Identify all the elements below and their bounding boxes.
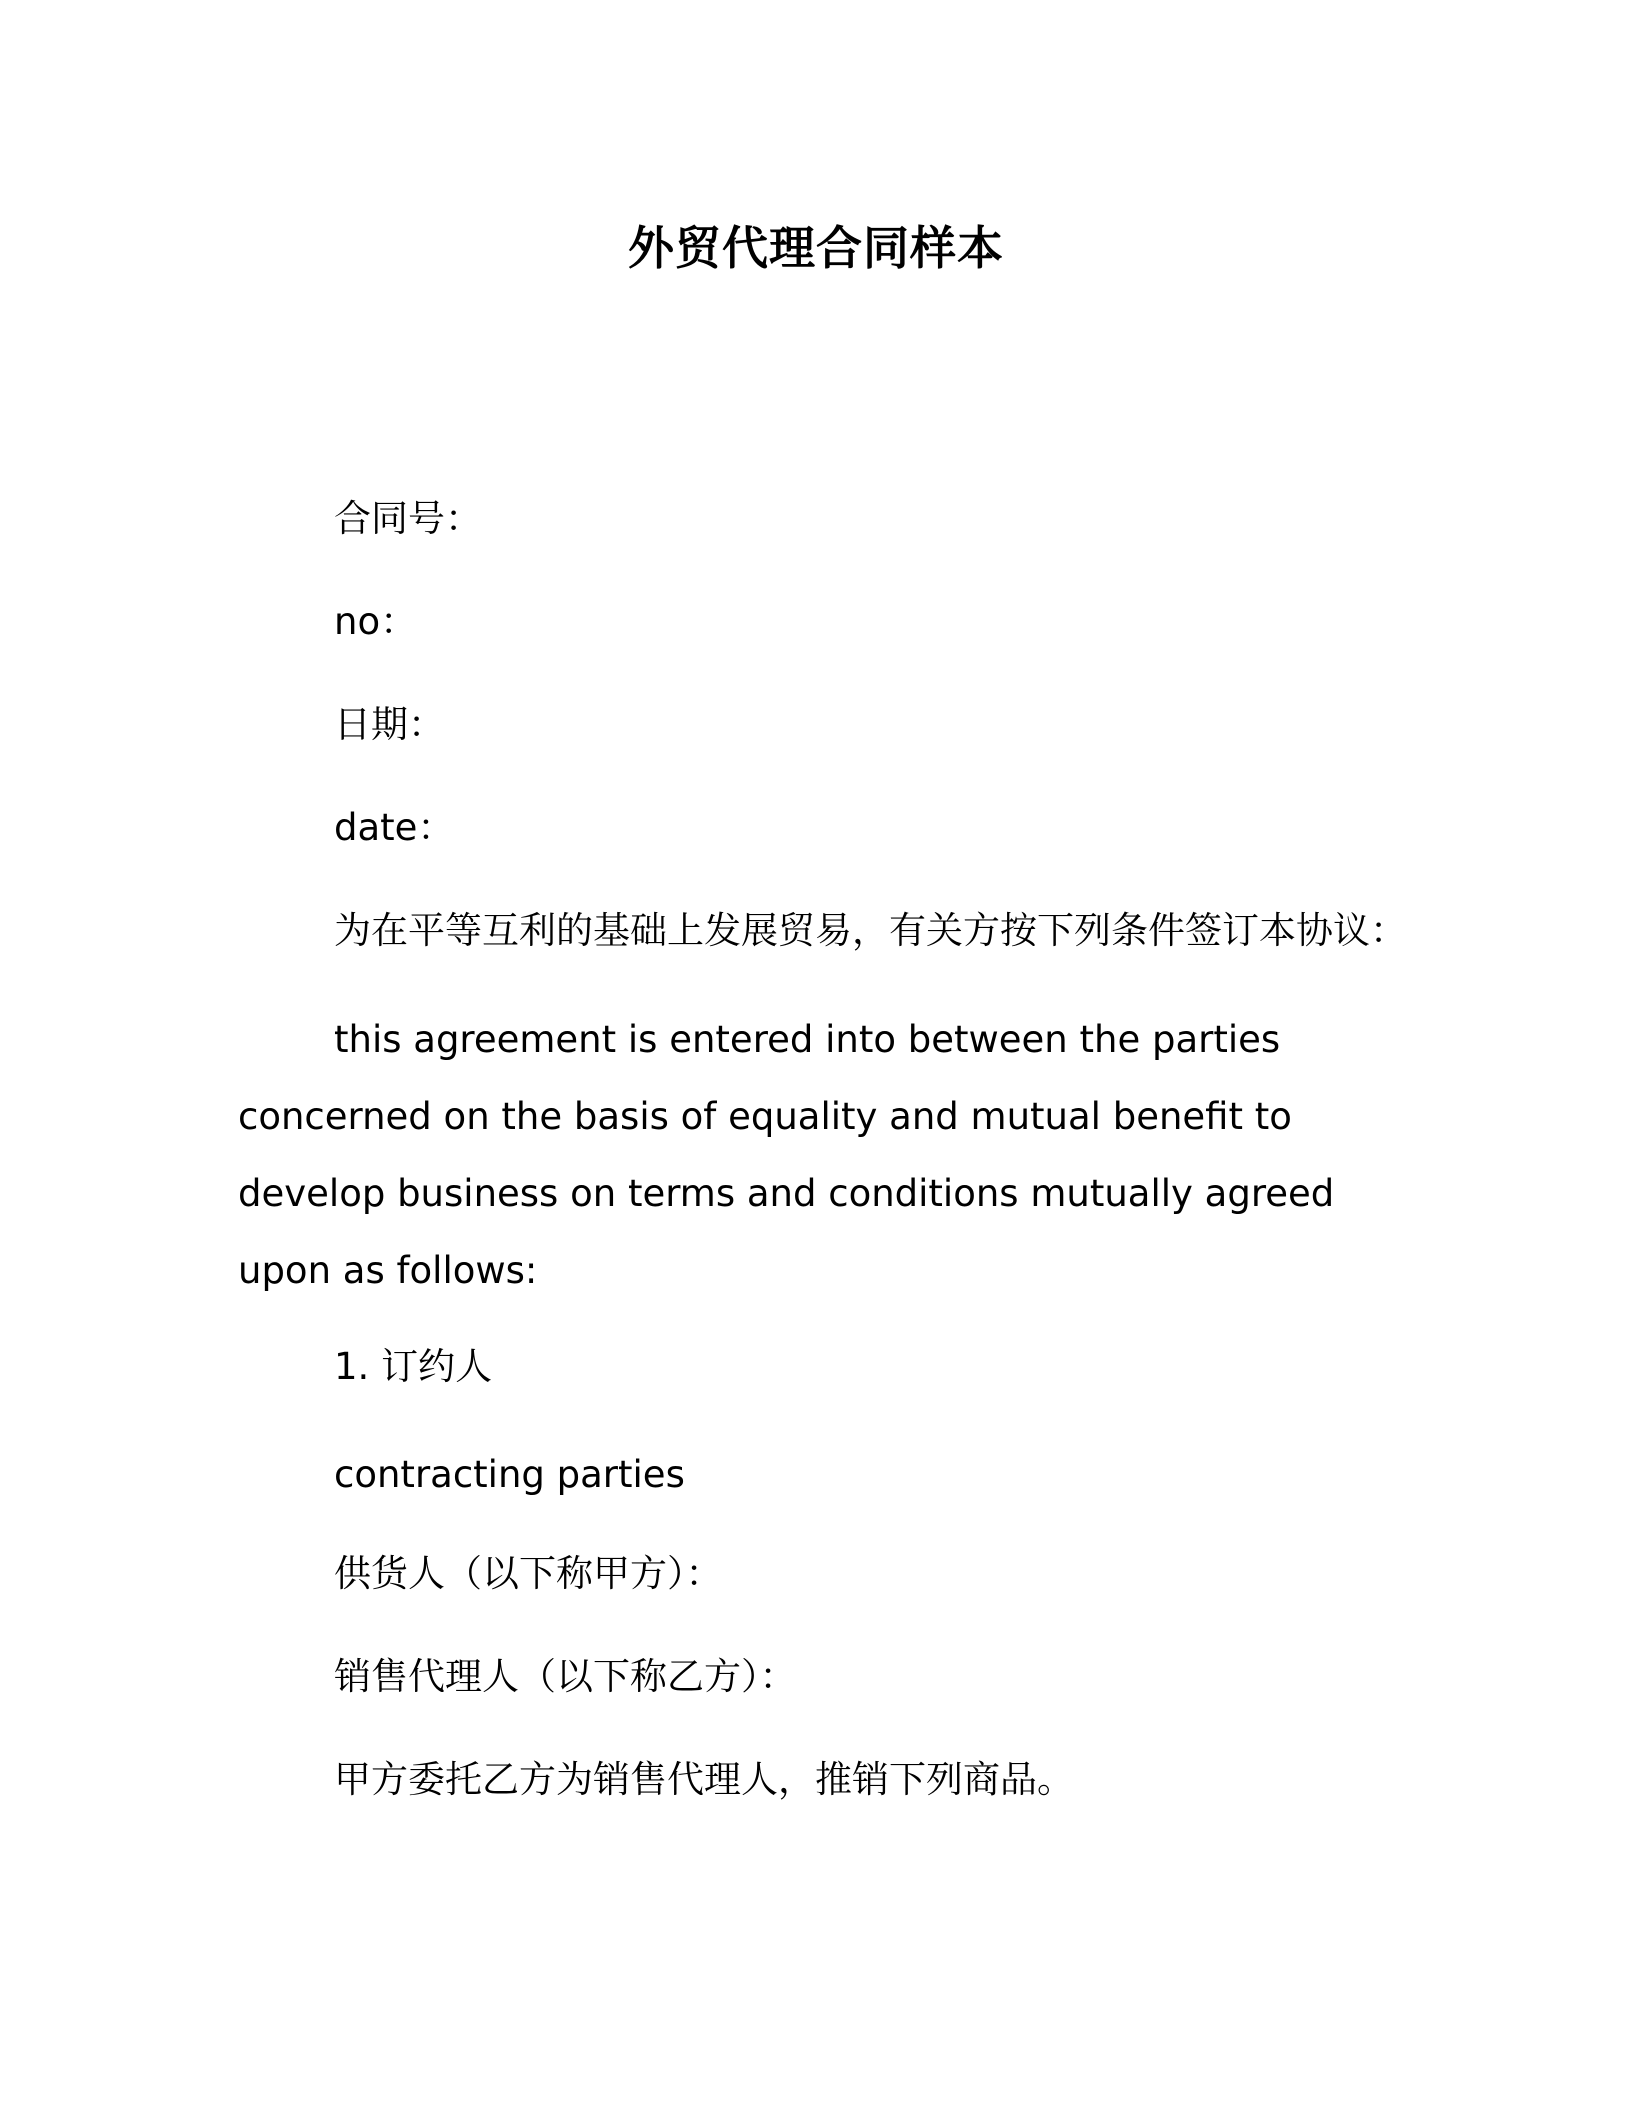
preamble-cn: 为在平等互利的基础上发展贸易，有关方按下列条件签订本协议： <box>334 909 1407 952</box>
contract-number-cn-label: 合同号： <box>334 497 482 540</box>
appointment-clause: 甲方委托乙方为销售代理人，推销下列商品。 <box>334 1758 1074 1801</box>
section-1-heading-cn: 1. 订约人 <box>334 1345 493 1388</box>
supplier-label: 供货人（以下称甲方）： <box>334 1552 723 1595</box>
sales-agent-label: 销售代理人（以下称乙方）： <box>334 1655 797 1698</box>
section-1-heading-en: contracting parties <box>334 1453 685 1496</box>
contract-number-en-label: no： <box>334 600 418 643</box>
preamble-en: this agreement is entered into between the parties concerned on the basis of equality and mutual benefit to develop business on terms and conditions mutually agreed upon as follows: <box>238 1018 1335 1292</box>
date-en-label: date： <box>334 806 455 849</box>
date-cn-label: 日期： <box>334 703 445 746</box>
document-title: 外贸代理合同样本 <box>628 221 1004 275</box>
